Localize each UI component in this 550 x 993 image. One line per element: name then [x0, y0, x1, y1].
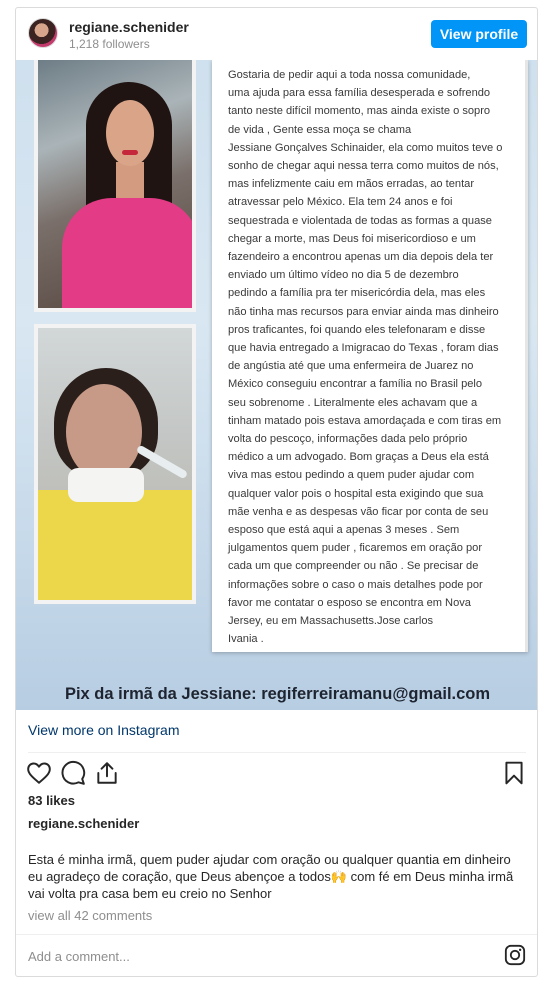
appeal-note-text: Gostaria de pedir aqui a toda nossa comunidade, uma ajuda para essa família desesperada e sofrendo tanto neste difícil momento, mas ainda existe o sopro de vida , Gente essa moça se chama Jessiane Gonçalves Schinaider, ela como muitos teve o sonho de chegar aqui nessa terra como muitos de nós, mas infelizmente caiu em mãos erradas, ao tentar atravessar pelo México. Ela tem 24 anos e foi sequestrada e violentada de todas as formas a quase chegar a morte, mas Deus foi misericordioso e um fazendeiro a encontrou apenas um dia depois dela ter enviado um último vídeo no dia 5 de dezembro pedindo a família pra ter misericórdia dela, mas eles não tinha mas recursos para enviar ainda mas dinheiro pros traficantes, foi quando eles telefonaram e disse que havia entregado a Imigracao do Texas , foram dias de angústia até que uma enfermeira de Juarez no México conseguiu encontrar a família no Brasil pelo seu sobrenome . Literalmente eles achavam que a tinham matado pois estava amordaçada e com tiras em volta do pescoço, informações dada pelo próprio médico a um advogado. Bom graças a Deus ela está viva mas estou pedindo a quem puder ajudar com qualquer valor pois o hospital esta exigindo que sua mãe venha e as despesas vão ficar por conta de seu esposo que está aqui a apenas 3 meses . Sem julgamentos quem puder , ficaremos em oração por cada um que compreender ou não . Se precisar de informações sobre o caso o mais detalhes pode por favor me contatar o esposo se encontra em Nova Jersey, eu em Massachusetts.Jose carlos Ivania .: [228, 69, 503, 646]
pix-contact-line: Pix da irmã da Jessiane: regiferreiramanu@gmail.com: [64, 685, 491, 703]
hospital-yellow-gown: [38, 490, 196, 604]
instagram-embed-card: [15, 7, 538, 977]
portrait-photo: [34, 60, 196, 312]
instagram-logo-icon[interactable]: [504, 944, 526, 966]
avatar[interactable]: [28, 18, 58, 48]
portrait-face: [106, 100, 154, 166]
post-image[interactable]: [16, 60, 538, 710]
action-bar: [16, 760, 537, 790]
view-more-link[interactable]: View more on Instagram: [28, 722, 180, 738]
divider: [28, 752, 526, 753]
appeal-note: [212, 60, 528, 652]
post-header: [16, 8, 537, 60]
portrait-pink-top: [62, 198, 196, 312]
hospital-photo: [34, 324, 196, 604]
view-comments-link[interactable]: view all 42 comments: [28, 908, 153, 923]
heart-icon[interactable]: [26, 760, 52, 786]
view-profile-button[interactable]: View profile: [431, 20, 527, 48]
portrait-lips: [122, 150, 138, 155]
share-icon[interactable]: [94, 760, 120, 786]
add-comment-input[interactable]: [28, 946, 488, 966]
header-username[interactable]: regiane.schenider: [69, 19, 189, 35]
neck-collar: [68, 468, 144, 502]
hospital-face: [66, 384, 142, 480]
caption-username[interactable]: regiane.schenider: [28, 816, 140, 831]
divider: [16, 934, 537, 935]
caption-text: Esta é minha irmã, quem puder ajudar com oração ou qualquer quantia em dinheiro eu agradeço de coração, que Deus abençoe a todos🙌 com fé em Deus minha irmã vai volta pra casa bem eu creio no Senhor: [28, 852, 514, 901]
likes-count[interactable]: 83 likes: [28, 793, 75, 808]
followers-count: 1,218 followers: [69, 37, 150, 51]
comment-icon[interactable]: [60, 760, 86, 786]
bookmark-icon[interactable]: [501, 760, 527, 786]
